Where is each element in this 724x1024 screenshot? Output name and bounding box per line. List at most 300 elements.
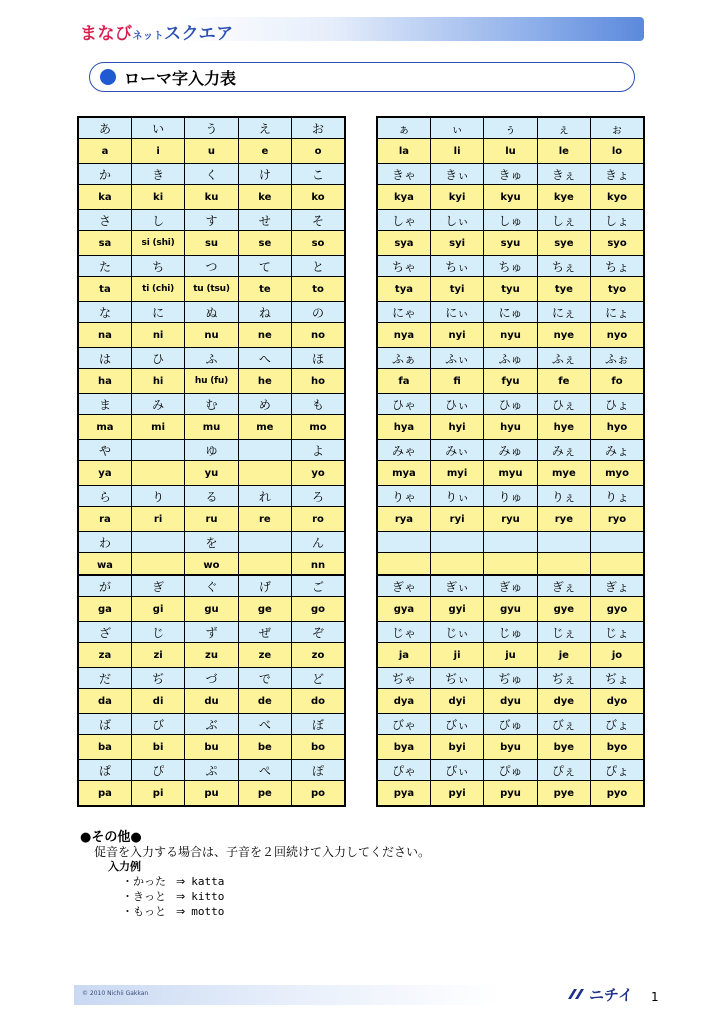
kana-cell: す	[185, 210, 238, 231]
kana-cell: きゅ	[484, 164, 537, 185]
romaji-cell: nyo	[591, 323, 644, 348]
romaji-cell: to	[292, 277, 345, 302]
nichii-logo-icon	[566, 988, 588, 1000]
kana-cell: ぬ	[185, 302, 238, 323]
kana-cell: と	[292, 256, 345, 277]
kana-cell: りぇ	[537, 486, 590, 507]
logo-text-manabi: まなび	[80, 24, 133, 44]
romaji-cell: e	[238, 139, 291, 164]
romaji-cell: be	[238, 735, 291, 760]
romaji-row	[78, 689, 345, 714]
kana-cell: ちょ	[591, 256, 644, 277]
romaji-cell: ma	[78, 415, 131, 440]
kana-cell: ふぃ	[430, 348, 483, 369]
romaji-cell: ji	[430, 643, 483, 668]
kana-cell: ぎゅ	[484, 575, 537, 597]
romaji-cell: si (shi)	[131, 231, 184, 256]
kana-cell: そ	[292, 210, 345, 231]
title-bullet-icon	[100, 69, 116, 85]
kana-cell: ひぃ	[430, 394, 483, 415]
romaji-cell: tyi	[430, 277, 483, 302]
romaji-cell: wa	[78, 553, 131, 579]
romaji-cell: gyo	[591, 597, 644, 622]
kana-cell: ぉ	[591, 117, 644, 139]
sokuon-description: 促音を入力する場合は、子音を２回続けて入力してください。	[94, 845, 431, 859]
kana-row	[78, 302, 345, 323]
kana-cell: え	[238, 117, 291, 139]
kana-cell: ぇ	[537, 117, 590, 139]
kana-cell: あ	[78, 117, 131, 139]
romaji-row	[78, 369, 345, 394]
romaji-cell: nya	[377, 323, 430, 348]
right-arrow-icon: ⇒	[176, 890, 186, 903]
romaji-cell: nu	[185, 323, 238, 348]
kana-cell: し	[131, 210, 184, 231]
romaji-cell: pa	[78, 781, 131, 807]
kana-cell: べ	[238, 714, 291, 735]
romaji-cell: ha	[78, 369, 131, 394]
romaji-cell: hyi	[430, 415, 483, 440]
romaji-cell: yo	[292, 461, 345, 486]
romaji-cell: ja	[377, 643, 430, 668]
kana-cell	[484, 532, 537, 553]
kana-row	[78, 256, 345, 277]
kana-cell: じゅ	[484, 622, 537, 643]
romaji-cell: du	[185, 689, 238, 714]
kana-cell: しぇ	[537, 210, 590, 231]
kana-cell: ど	[292, 668, 345, 689]
romaji-row	[377, 781, 644, 807]
kana-row	[78, 210, 345, 231]
romaji-cell: kyi	[430, 185, 483, 210]
kana-cell: ぽ	[292, 760, 345, 781]
romaji-cell: lo	[591, 139, 644, 164]
romaji-cell: nyu	[484, 323, 537, 348]
kana-cell: ひゅ	[484, 394, 537, 415]
romaji-cell: fe	[537, 369, 590, 394]
kana-cell: く	[185, 164, 238, 185]
romaji-row	[377, 323, 644, 348]
kana-cell: みゃ	[377, 440, 430, 461]
daku-youon-table	[376, 574, 645, 807]
romaji-row	[78, 735, 345, 760]
kana-cell: た	[78, 256, 131, 277]
kana-row	[78, 760, 345, 781]
kana-cell: にぇ	[537, 302, 590, 323]
romaji-cell: mye	[537, 461, 590, 486]
romaji-cell: ne	[238, 323, 291, 348]
kana-cell: け	[238, 164, 291, 185]
kana-cell: ちぇ	[537, 256, 590, 277]
romaji-cell: pu	[185, 781, 238, 807]
kana-row	[78, 394, 345, 415]
kana-cell: ぎぃ	[430, 575, 483, 597]
kana-cell: しゅ	[484, 210, 537, 231]
kana-cell: ひぇ	[537, 394, 590, 415]
kana-row	[377, 440, 644, 461]
kana-cell: じょ	[591, 622, 644, 643]
romaji-cell: he	[238, 369, 291, 394]
romaji-cell: myu	[484, 461, 537, 486]
romaji-row	[377, 689, 644, 714]
kana-cell: ざ	[78, 622, 131, 643]
romaji-cell: ze	[238, 643, 291, 668]
romaji-row	[377, 643, 644, 668]
kana-cell: ぎ	[131, 575, 184, 597]
romaji-cell: li	[430, 139, 483, 164]
romaji-cell: mya	[377, 461, 430, 486]
kana-cell: きぃ	[430, 164, 483, 185]
romaji-cell: ko	[292, 185, 345, 210]
romaji-cell: ge	[238, 597, 291, 622]
romaji-cell: di	[131, 689, 184, 714]
romaji-row	[377, 231, 644, 256]
romaji-row	[377, 139, 644, 164]
romaji-cell: mi	[131, 415, 184, 440]
romaji-cell: mu	[185, 415, 238, 440]
romaji-cell: dyu	[484, 689, 537, 714]
kana-row	[377, 164, 644, 185]
kana-cell: ぷ	[185, 760, 238, 781]
example-line	[122, 903, 224, 919]
romaji-cell: byu	[484, 735, 537, 760]
kana-cell: ほ	[292, 348, 345, 369]
kana-cell: も	[292, 394, 345, 415]
kana-cell: ぢぃ	[430, 668, 483, 689]
kana-cell: ね	[238, 302, 291, 323]
kana-cell: しょ	[591, 210, 644, 231]
kana-cell: お	[292, 117, 345, 139]
romaji-cell: ni	[131, 323, 184, 348]
romaji-cell	[131, 461, 184, 486]
kana-cell: ぱ	[78, 760, 131, 781]
romaji-cell: ryi	[430, 507, 483, 532]
romaji-cell: mo	[292, 415, 345, 440]
kana-row	[377, 394, 644, 415]
romaji-cell: bye	[537, 735, 590, 760]
kana-cell: へ	[238, 348, 291, 369]
kana-cell: い	[131, 117, 184, 139]
kana-cell: きょ	[591, 164, 644, 185]
kana-cell	[238, 440, 291, 461]
romaji-cell: zo	[292, 643, 345, 668]
kana-cell: びょ	[591, 714, 644, 735]
kana-cell: りょ	[591, 486, 644, 507]
romaji-cell: fi	[430, 369, 483, 394]
kana-cell: じぇ	[537, 622, 590, 643]
romaji-cell: go	[292, 597, 345, 622]
kana-row	[377, 210, 644, 231]
kana-cell: せ	[238, 210, 291, 231]
seion-table	[77, 116, 346, 579]
kana-row	[78, 348, 345, 369]
kana-cell: ゆ	[185, 440, 238, 461]
romaji-cell: po	[292, 781, 345, 807]
kana-cell: れ	[238, 486, 291, 507]
kana-cell: う	[185, 117, 238, 139]
example-title: 入力例	[108, 860, 141, 873]
kana-cell: が	[78, 575, 131, 597]
kana-cell: にぃ	[430, 302, 483, 323]
kana-cell: にょ	[591, 302, 644, 323]
kana-cell: ちゃ	[377, 256, 430, 277]
kana-cell: さ	[78, 210, 131, 231]
romaji-cell: myo	[591, 461, 644, 486]
romaji-cell: ya	[78, 461, 131, 486]
kana-cell: ず	[185, 622, 238, 643]
romaji-cell: ta	[78, 277, 131, 302]
romaji-cell: gi	[131, 597, 184, 622]
romaji-row	[78, 231, 345, 256]
romaji-cell: ke	[238, 185, 291, 210]
kana-cell: ち	[131, 256, 184, 277]
romaji-cell: bu	[185, 735, 238, 760]
romaji-cell: hi	[131, 369, 184, 394]
romaji-row	[78, 643, 345, 668]
romaji-cell: pya	[377, 781, 430, 807]
kana-cell: にゃ	[377, 302, 430, 323]
romaji-row	[78, 323, 345, 348]
romaji-cell: zi	[131, 643, 184, 668]
right-arrow-icon: ⇒	[176, 905, 186, 918]
kana-cell: ぞ	[292, 622, 345, 643]
romaji-row	[377, 415, 644, 440]
kana-cell: ふ	[185, 348, 238, 369]
kana-cell: を	[185, 532, 238, 553]
kana-cell: みぇ	[537, 440, 590, 461]
romaji-cell: pyo	[591, 781, 644, 807]
romaji-cell: za	[78, 643, 131, 668]
romaji-cell: so	[292, 231, 345, 256]
romaji-row	[377, 597, 644, 622]
romaji-cell: ra	[78, 507, 131, 532]
kana-cell: だ	[78, 668, 131, 689]
example-romaji: motto	[191, 905, 225, 918]
example-romaji: katta	[191, 875, 225, 888]
dakuon-table	[77, 574, 346, 807]
kana-cell: ぴゃ	[377, 760, 430, 781]
romaji-cell	[238, 461, 291, 486]
romaji-cell: ku	[185, 185, 238, 210]
kana-cell: ぼ	[292, 714, 345, 735]
romaji-row	[78, 507, 345, 532]
kana-row	[377, 575, 644, 597]
kana-cell: ぐ	[185, 575, 238, 597]
kana-cell: ご	[292, 575, 345, 597]
kana-cell: ふぇ	[537, 348, 590, 369]
kana-cell: ぎゃ	[377, 575, 430, 597]
kana-cell: ぴぃ	[430, 760, 483, 781]
romaji-cell: je	[537, 643, 590, 668]
romaji-cell: le	[537, 139, 590, 164]
romaji-cell: do	[292, 689, 345, 714]
romaji-cell: tu (tsu)	[185, 277, 238, 302]
romaji-cell: byo	[591, 735, 644, 760]
romaji-cell: se	[238, 231, 291, 256]
kana-cell: みょ	[591, 440, 644, 461]
kana-cell: て	[238, 256, 291, 277]
site-logo	[80, 19, 234, 44]
romaji-cell: hyo	[591, 415, 644, 440]
romaji-cell: gya	[377, 597, 430, 622]
romaji-cell: ga	[78, 597, 131, 622]
kana-cell: ぎょ	[591, 575, 644, 597]
kana-cell: づ	[185, 668, 238, 689]
example-romaji: kitto	[191, 890, 225, 903]
romaji-cell: dyo	[591, 689, 644, 714]
romaji-row	[78, 415, 345, 440]
kana-cell: め	[238, 394, 291, 415]
kana-cell: しゃ	[377, 210, 430, 231]
kana-cell	[377, 532, 430, 553]
kana-cell: ぴょ	[591, 760, 644, 781]
romaji-cell: u	[185, 139, 238, 164]
kana-cell: ぴ	[131, 760, 184, 781]
kana-cell: で	[238, 668, 291, 689]
kana-row	[377, 256, 644, 277]
kana-cell	[131, 440, 184, 461]
romaji-cell: bi	[131, 735, 184, 760]
romaji-cell: wo	[185, 553, 238, 579]
romaji-cell: syu	[484, 231, 537, 256]
kana-cell: びぇ	[537, 714, 590, 735]
romaji-cell: ju	[484, 643, 537, 668]
kana-cell: つ	[185, 256, 238, 277]
kana-cell: ぅ	[484, 117, 537, 139]
romaji-cell: sa	[78, 231, 131, 256]
youon-table	[376, 116, 645, 579]
romaji-row	[78, 461, 345, 486]
kana-cell: か	[78, 164, 131, 185]
romaji-cell: na	[78, 323, 131, 348]
kana-cell: ぜ	[238, 622, 291, 643]
kana-cell: よ	[292, 440, 345, 461]
kana-cell: ぎぇ	[537, 575, 590, 597]
romaji-cell: pe	[238, 781, 291, 807]
romaji-cell: pyu	[484, 781, 537, 807]
kana-cell: びぃ	[430, 714, 483, 735]
romaji-cell: bya	[377, 735, 430, 760]
page-title-box	[89, 62, 635, 92]
kana-row	[377, 117, 644, 139]
romaji-cell: kye	[537, 185, 590, 210]
romaji-row	[377, 185, 644, 210]
romaji-cell: hya	[377, 415, 430, 440]
romaji-cell: kyo	[591, 185, 644, 210]
romaji-cell: gu	[185, 597, 238, 622]
romaji-cell: pye	[537, 781, 590, 807]
romaji-cell: byi	[430, 735, 483, 760]
romaji-cell: no	[292, 323, 345, 348]
romaji-cell: ti (chi)	[131, 277, 184, 302]
romaji-cell: pyi	[430, 781, 483, 807]
romaji-cell: pi	[131, 781, 184, 807]
kana-cell: き	[131, 164, 184, 185]
romaji-row	[78, 277, 345, 302]
kana-cell: みゅ	[484, 440, 537, 461]
kana-cell: む	[185, 394, 238, 415]
kana-cell: ら	[78, 486, 131, 507]
kana-cell: げ	[238, 575, 291, 597]
kana-cell: び	[131, 714, 184, 735]
romaji-cell: kyu	[484, 185, 537, 210]
romaji-cell: fo	[591, 369, 644, 394]
romaji-cell: nye	[537, 323, 590, 348]
romaji-cell: ba	[78, 735, 131, 760]
kana-row	[78, 440, 345, 461]
kana-cell: ぢゃ	[377, 668, 430, 689]
romaji-cell: jo	[591, 643, 644, 668]
kana-cell: な	[78, 302, 131, 323]
romaji-cell: de	[238, 689, 291, 714]
romaji-cell: syo	[591, 231, 644, 256]
kana-cell: ふゅ	[484, 348, 537, 369]
right-arrow-icon: ⇒	[176, 875, 186, 888]
kana-cell	[430, 532, 483, 553]
kana-cell: しぃ	[430, 210, 483, 231]
example-kana: ・もっと	[122, 905, 166, 918]
kana-cell: びゃ	[377, 714, 430, 735]
kana-cell	[131, 532, 184, 553]
romaji-cell: ri	[131, 507, 184, 532]
kana-cell: ぴゅ	[484, 760, 537, 781]
romaji-cell: rye	[537, 507, 590, 532]
romaji-row	[78, 781, 345, 807]
romaji-cell: ryu	[484, 507, 537, 532]
kana-row	[377, 348, 644, 369]
romaji-cell: hyu	[484, 415, 537, 440]
kana-cell: わ	[78, 532, 131, 553]
romaji-cell: sye	[537, 231, 590, 256]
kana-cell: ひ	[131, 348, 184, 369]
romaji-cell: te	[238, 277, 291, 302]
kana-row	[377, 714, 644, 735]
kana-row	[377, 622, 644, 643]
example-line	[122, 888, 224, 904]
kana-cell: きぇ	[537, 164, 590, 185]
kana-cell: じぃ	[430, 622, 483, 643]
romaji-cell: la	[377, 139, 430, 164]
romaji-cell: lu	[484, 139, 537, 164]
romaji-cell: gye	[537, 597, 590, 622]
kana-row	[377, 532, 644, 553]
romaji-row	[377, 369, 644, 394]
kana-cell: りゃ	[377, 486, 430, 507]
kana-cell: ぶ	[185, 714, 238, 735]
romaji-row	[78, 139, 345, 164]
page-number: 1	[651, 990, 659, 1004]
romaji-cell: fyu	[484, 369, 537, 394]
romaji-cell: dyi	[430, 689, 483, 714]
romaji-cell: fa	[377, 369, 430, 394]
kana-cell: ぺ	[238, 760, 291, 781]
romaji-cell: sya	[377, 231, 430, 256]
example-kana: ・かった	[122, 875, 166, 888]
kana-cell: ろ	[292, 486, 345, 507]
kana-cell: ふぉ	[591, 348, 644, 369]
romaji-cell: tyo	[591, 277, 644, 302]
romaji-cell: gyi	[430, 597, 483, 622]
romaji-cell: a	[78, 139, 131, 164]
kana-row	[78, 164, 345, 185]
kana-cell: ん	[292, 532, 345, 553]
romaji-cell: ru	[185, 507, 238, 532]
kana-cell: ちゅ	[484, 256, 537, 277]
romaji-cell: nyi	[430, 323, 483, 348]
romaji-cell: syi	[430, 231, 483, 256]
romaji-cell: zu	[185, 643, 238, 668]
example-line	[122, 873, 224, 889]
